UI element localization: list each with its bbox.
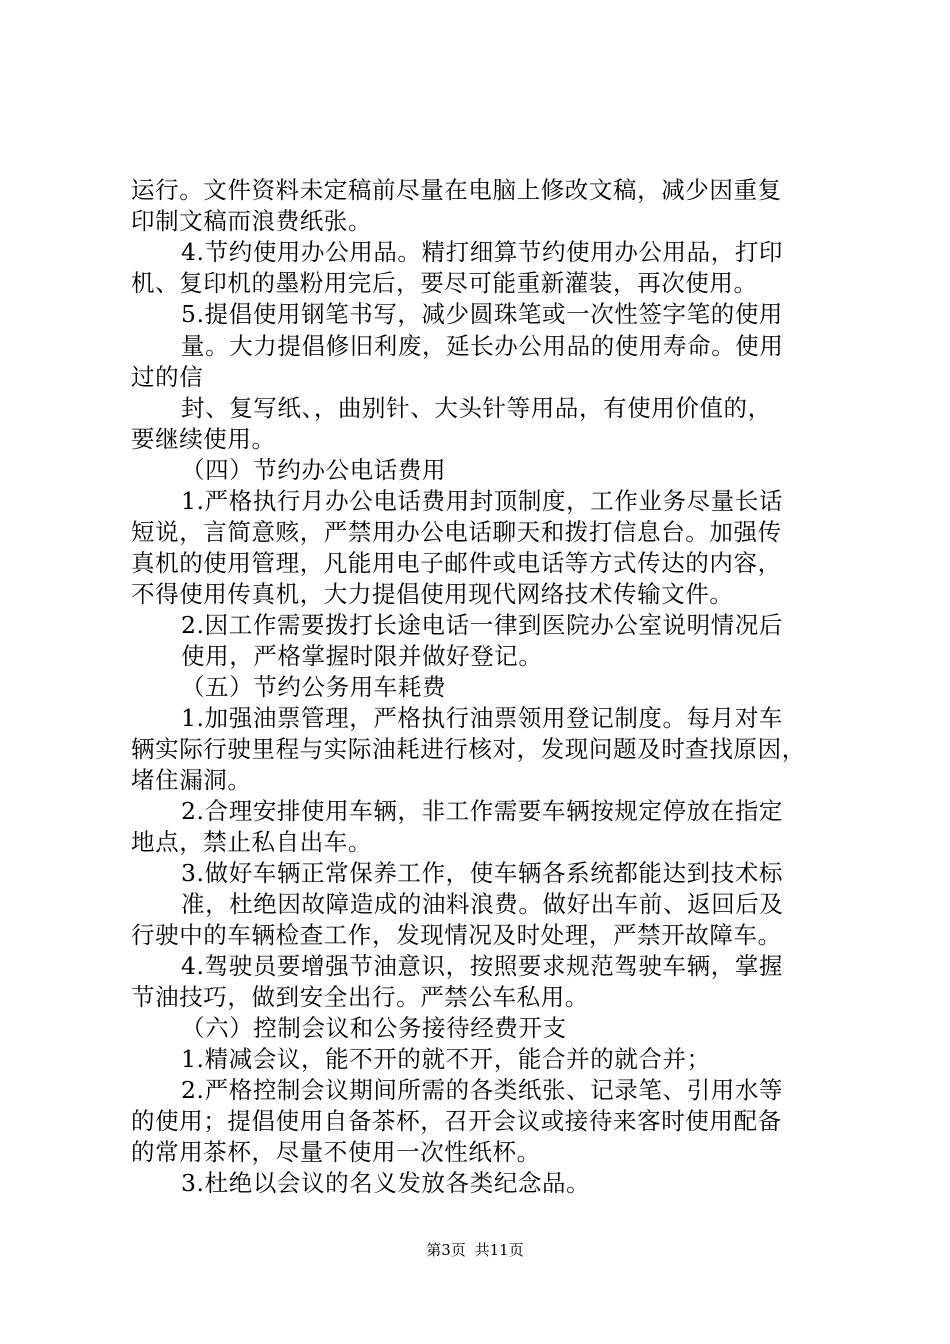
text-line: 1.精减会议，能不开的就不开，能合并的就合并； [181, 1045, 711, 1073]
text-line: 1.严格执行月办公电话费用封顶制度，工作业务尽量长话 [181, 487, 784, 515]
section-heading: （四）节约办公电话费用 [181, 456, 447, 484]
text-line: 节油技巧，做到安全出行。严禁公车私用。 [131, 983, 589, 1011]
text-line: 2.合理安排使用车辆，非工作需要车辆按规定停放在指定 [181, 797, 784, 825]
text-line: 4.驾驶员要增强节油意识，按照要求规范驾驶车辆，掌握 [181, 952, 784, 980]
text-line: 短说，言简意赅，严禁用办公电话聊天和拨打信息台。加强传 [131, 518, 782, 546]
text-line: 堵住漏洞。 [131, 766, 252, 794]
text-line: 1.加强油票管理，严格执行油票领用登记制度。每月对车 [181, 704, 784, 732]
page-footer [0, 1240, 950, 1260]
text-line: 量。大力提倡修旧利废，延长办公用品的使用寿命。使用 [181, 332, 784, 360]
text-line: 准，杜绝因故障造成的油料浪费。做好出车前、返回后及 [181, 890, 784, 918]
text-line: 2.因工作需要拨打长途电话一律到医院办公室说明情况后 [181, 611, 784, 639]
section-heading: （五）节约公务用车耗费 [181, 673, 447, 701]
text-line: 真机的使用管理，凡能用电子邮件或电话等方式传达的内容， [131, 549, 782, 577]
text-line: 机、复印机的墨粉用完后，要尽可能重新灌装，再次使用。 [131, 269, 758, 297]
section-heading: （六）控制会议和公务接待经费开支 [181, 1014, 567, 1042]
text-line: 运行。文件资料未定稿前尽量在电脑上修改文稿，减少因重复 [131, 176, 782, 204]
text-line: 4.节约使用办公用品。精打细算节约使用办公用品，打印 [181, 238, 784, 266]
text-line: 5.提倡使用钢笔书写，减少圆珠笔或一次性签字笔的使用 [181, 300, 784, 328]
text-line: 使用，严格掌握时限并做好登记。 [181, 642, 543, 670]
text-line: 2.严格控制会议期间所需的各类纸张、记录笔、引用水等 [181, 1076, 784, 1104]
text-line: 3.杜绝以会议的名义发放各类纪念品。 [181, 1169, 591, 1197]
text-line: 印制文稿而浪费纸张。 [131, 207, 372, 235]
text-line: 要继续使用。 [131, 425, 276, 453]
text-line: 不得使用传真机，大力提倡使用现代网络技术传输文件。 [131, 580, 734, 608]
text-line: 的常用茶杯，尽量不使用一次性纸杯。 [131, 1138, 541, 1166]
page-number: 第3页 [426, 1241, 466, 1259]
page-total: 共11页 [474, 1241, 524, 1259]
text-line: 行驶中的车辆检查工作，发现情况及时处理，严禁开故障车。 [131, 921, 782, 949]
text-line: 的使用；提倡使用自备茶杯，召开会议或接待来客时使用配备 [131, 1107, 782, 1135]
text-line: 封、复写纸、，曲别针、大头针等用品，有使用价值的， [181, 394, 772, 422]
text-line: 3.做好车辆正常保养工作，使车辆各系统都能达到技术标 [181, 859, 784, 887]
text-line: 过的信 [131, 363, 204, 391]
text-line: 辆实际行驶里程与实际油耗进行核对，发现问题及时查找原因， [131, 735, 806, 763]
text-line: 地点，禁止私自出车。 [131, 828, 372, 856]
